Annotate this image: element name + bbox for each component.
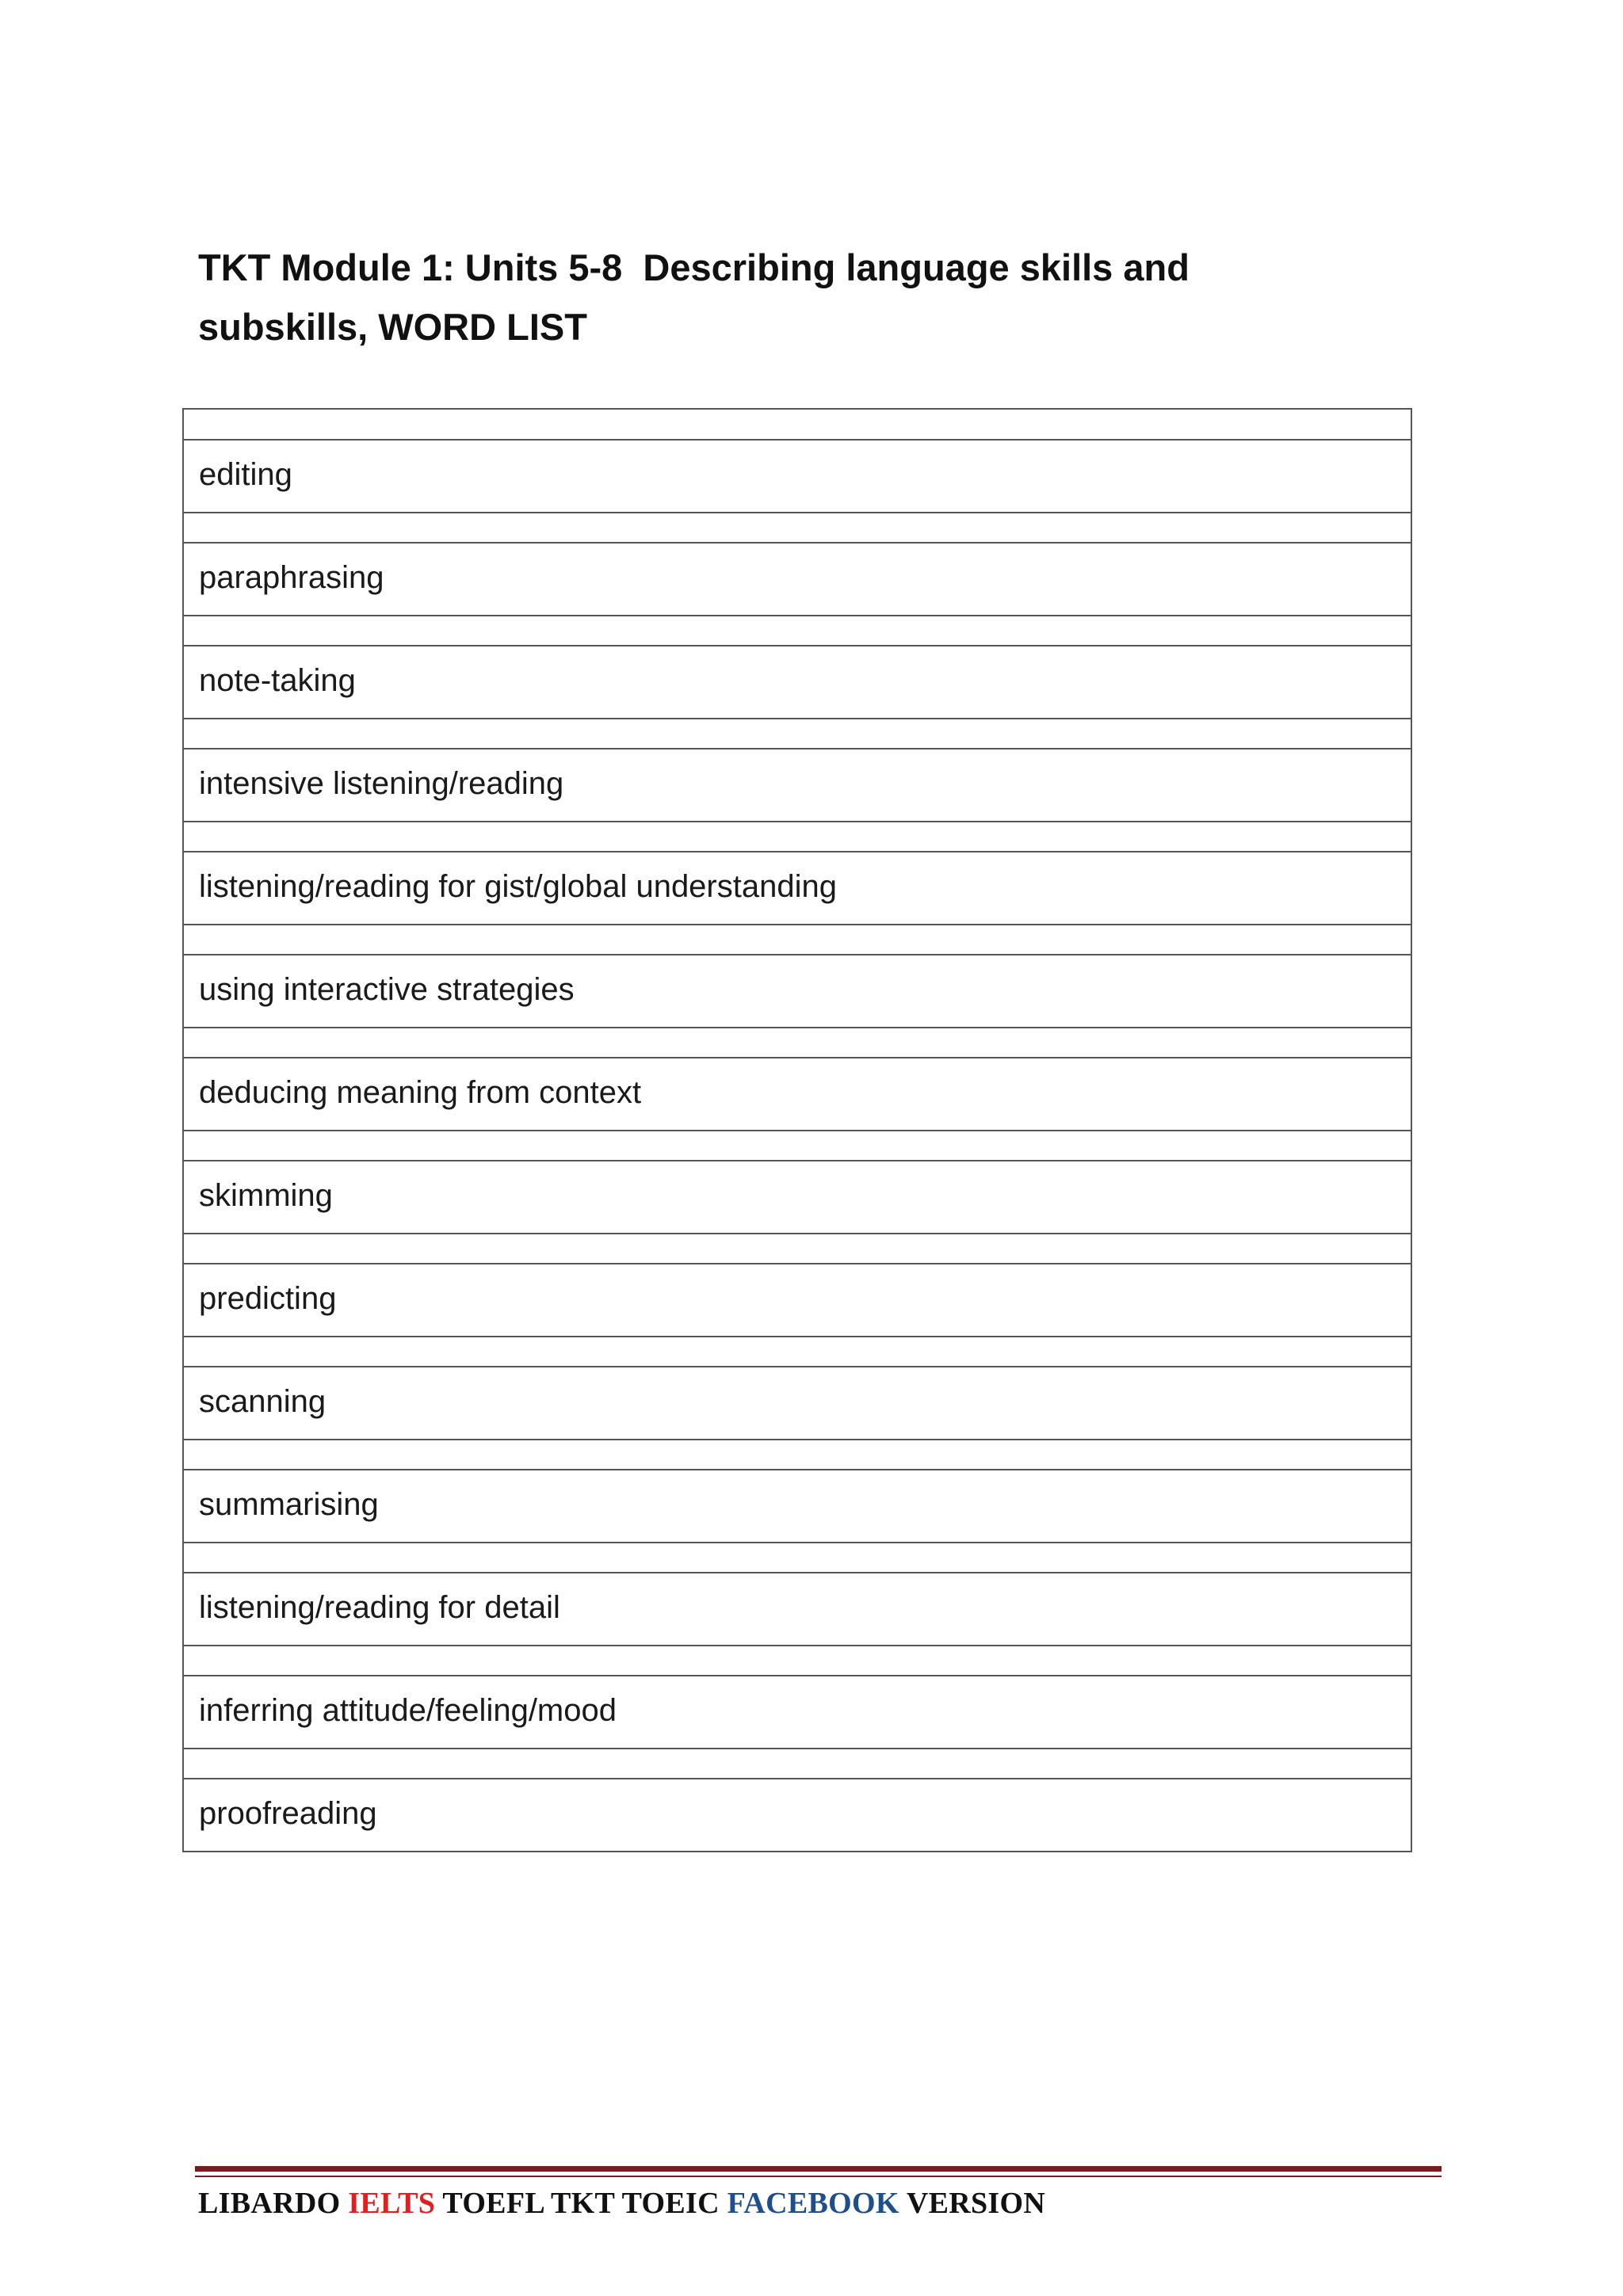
word-cell: predicting: [183, 1264, 1411, 1337]
word-cell: summarising: [183, 1470, 1411, 1543]
page-title: [198, 238, 1434, 357]
table-spacer-row: [183, 513, 1411, 543]
word-cell: intensive listening/reading: [183, 749, 1411, 822]
table-row: [183, 1367, 1411, 1440]
empty-cell: [183, 925, 1411, 955]
table-spacer-row: [183, 1337, 1411, 1367]
word-cell: note-taking: [183, 646, 1411, 719]
page-title-line-2: subskills, WORD LIST: [198, 306, 587, 348]
word-list-table: [182, 408, 1412, 1852]
empty-cell: [183, 1749, 1411, 1779]
word-cell: inferring attitude/feeling/mood: [183, 1676, 1411, 1749]
table-spacer-row: [183, 616, 1411, 646]
table-spacer-row: [183, 409, 1411, 440]
footer-author: LIBARDO: [198, 2187, 349, 2220]
footer-text: [198, 2183, 1045, 2224]
table-spacer-row: [183, 822, 1411, 852]
footer-ielts: IELTS: [348, 2187, 436, 2220]
word-cell: scanning: [183, 1367, 1411, 1440]
table-spacer-row: [183, 925, 1411, 955]
empty-cell: [183, 1543, 1411, 1573]
table-row: [183, 543, 1411, 616]
table-row: [183, 955, 1411, 1028]
word-cell: editing: [183, 440, 1411, 513]
empty-cell: [183, 1028, 1411, 1058]
empty-cell: [183, 1131, 1411, 1161]
table-row: [183, 852, 1411, 925]
footer-exams: TOEFL TKT TOEIC: [435, 2187, 727, 2220]
word-cell: paraphrasing: [183, 543, 1411, 616]
footer-divider-thick: [195, 2166, 1442, 2172]
table-spacer-row: [183, 1028, 1411, 1058]
page-title-line-1: TKT Module 1: Units 5-8 Describing language skills and: [198, 246, 1190, 288]
word-cell: listening/reading for detail: [183, 1573, 1411, 1646]
empty-cell: [183, 822, 1411, 852]
word-cell: deducing meaning from context: [183, 1058, 1411, 1131]
empty-cell: [183, 1646, 1411, 1676]
empty-cell: [183, 616, 1411, 646]
word-cell: skimming: [183, 1161, 1411, 1234]
table-spacer-row: [183, 1131, 1411, 1161]
footer-facebook: FACEBOOK: [727, 2187, 899, 2220]
empty-cell: [183, 1440, 1411, 1470]
table-spacer-row: [183, 1646, 1411, 1676]
empty-cell: [183, 719, 1411, 749]
empty-cell: [183, 1234, 1411, 1264]
table-row: [183, 1161, 1411, 1234]
table-row: [183, 1573, 1411, 1646]
footer-divider-thin: [195, 2176, 1442, 2177]
word-cell: using interactive strategies: [183, 955, 1411, 1028]
empty-cell: [183, 1337, 1411, 1367]
table-row: [183, 1779, 1411, 1852]
empty-cell: [183, 409, 1411, 440]
word-cell: proofreading: [183, 1779, 1411, 1852]
table-row: [183, 1264, 1411, 1337]
table-row: [183, 646, 1411, 719]
table-spacer-row: [183, 1749, 1411, 1779]
empty-cell: [183, 513, 1411, 543]
table-row: [183, 1058, 1411, 1131]
table-row: [183, 749, 1411, 822]
table-row: [183, 1676, 1411, 1749]
table-spacer-row: [183, 719, 1411, 749]
table-row: [183, 1470, 1411, 1543]
table-spacer-row: [183, 1543, 1411, 1573]
word-cell: listening/reading for gist/global understanding: [183, 852, 1411, 925]
table-spacer-row: [183, 1234, 1411, 1264]
table-spacer-row: [183, 1440, 1411, 1470]
footer-version: VERSION: [899, 2187, 1046, 2220]
table-row: [183, 440, 1411, 513]
